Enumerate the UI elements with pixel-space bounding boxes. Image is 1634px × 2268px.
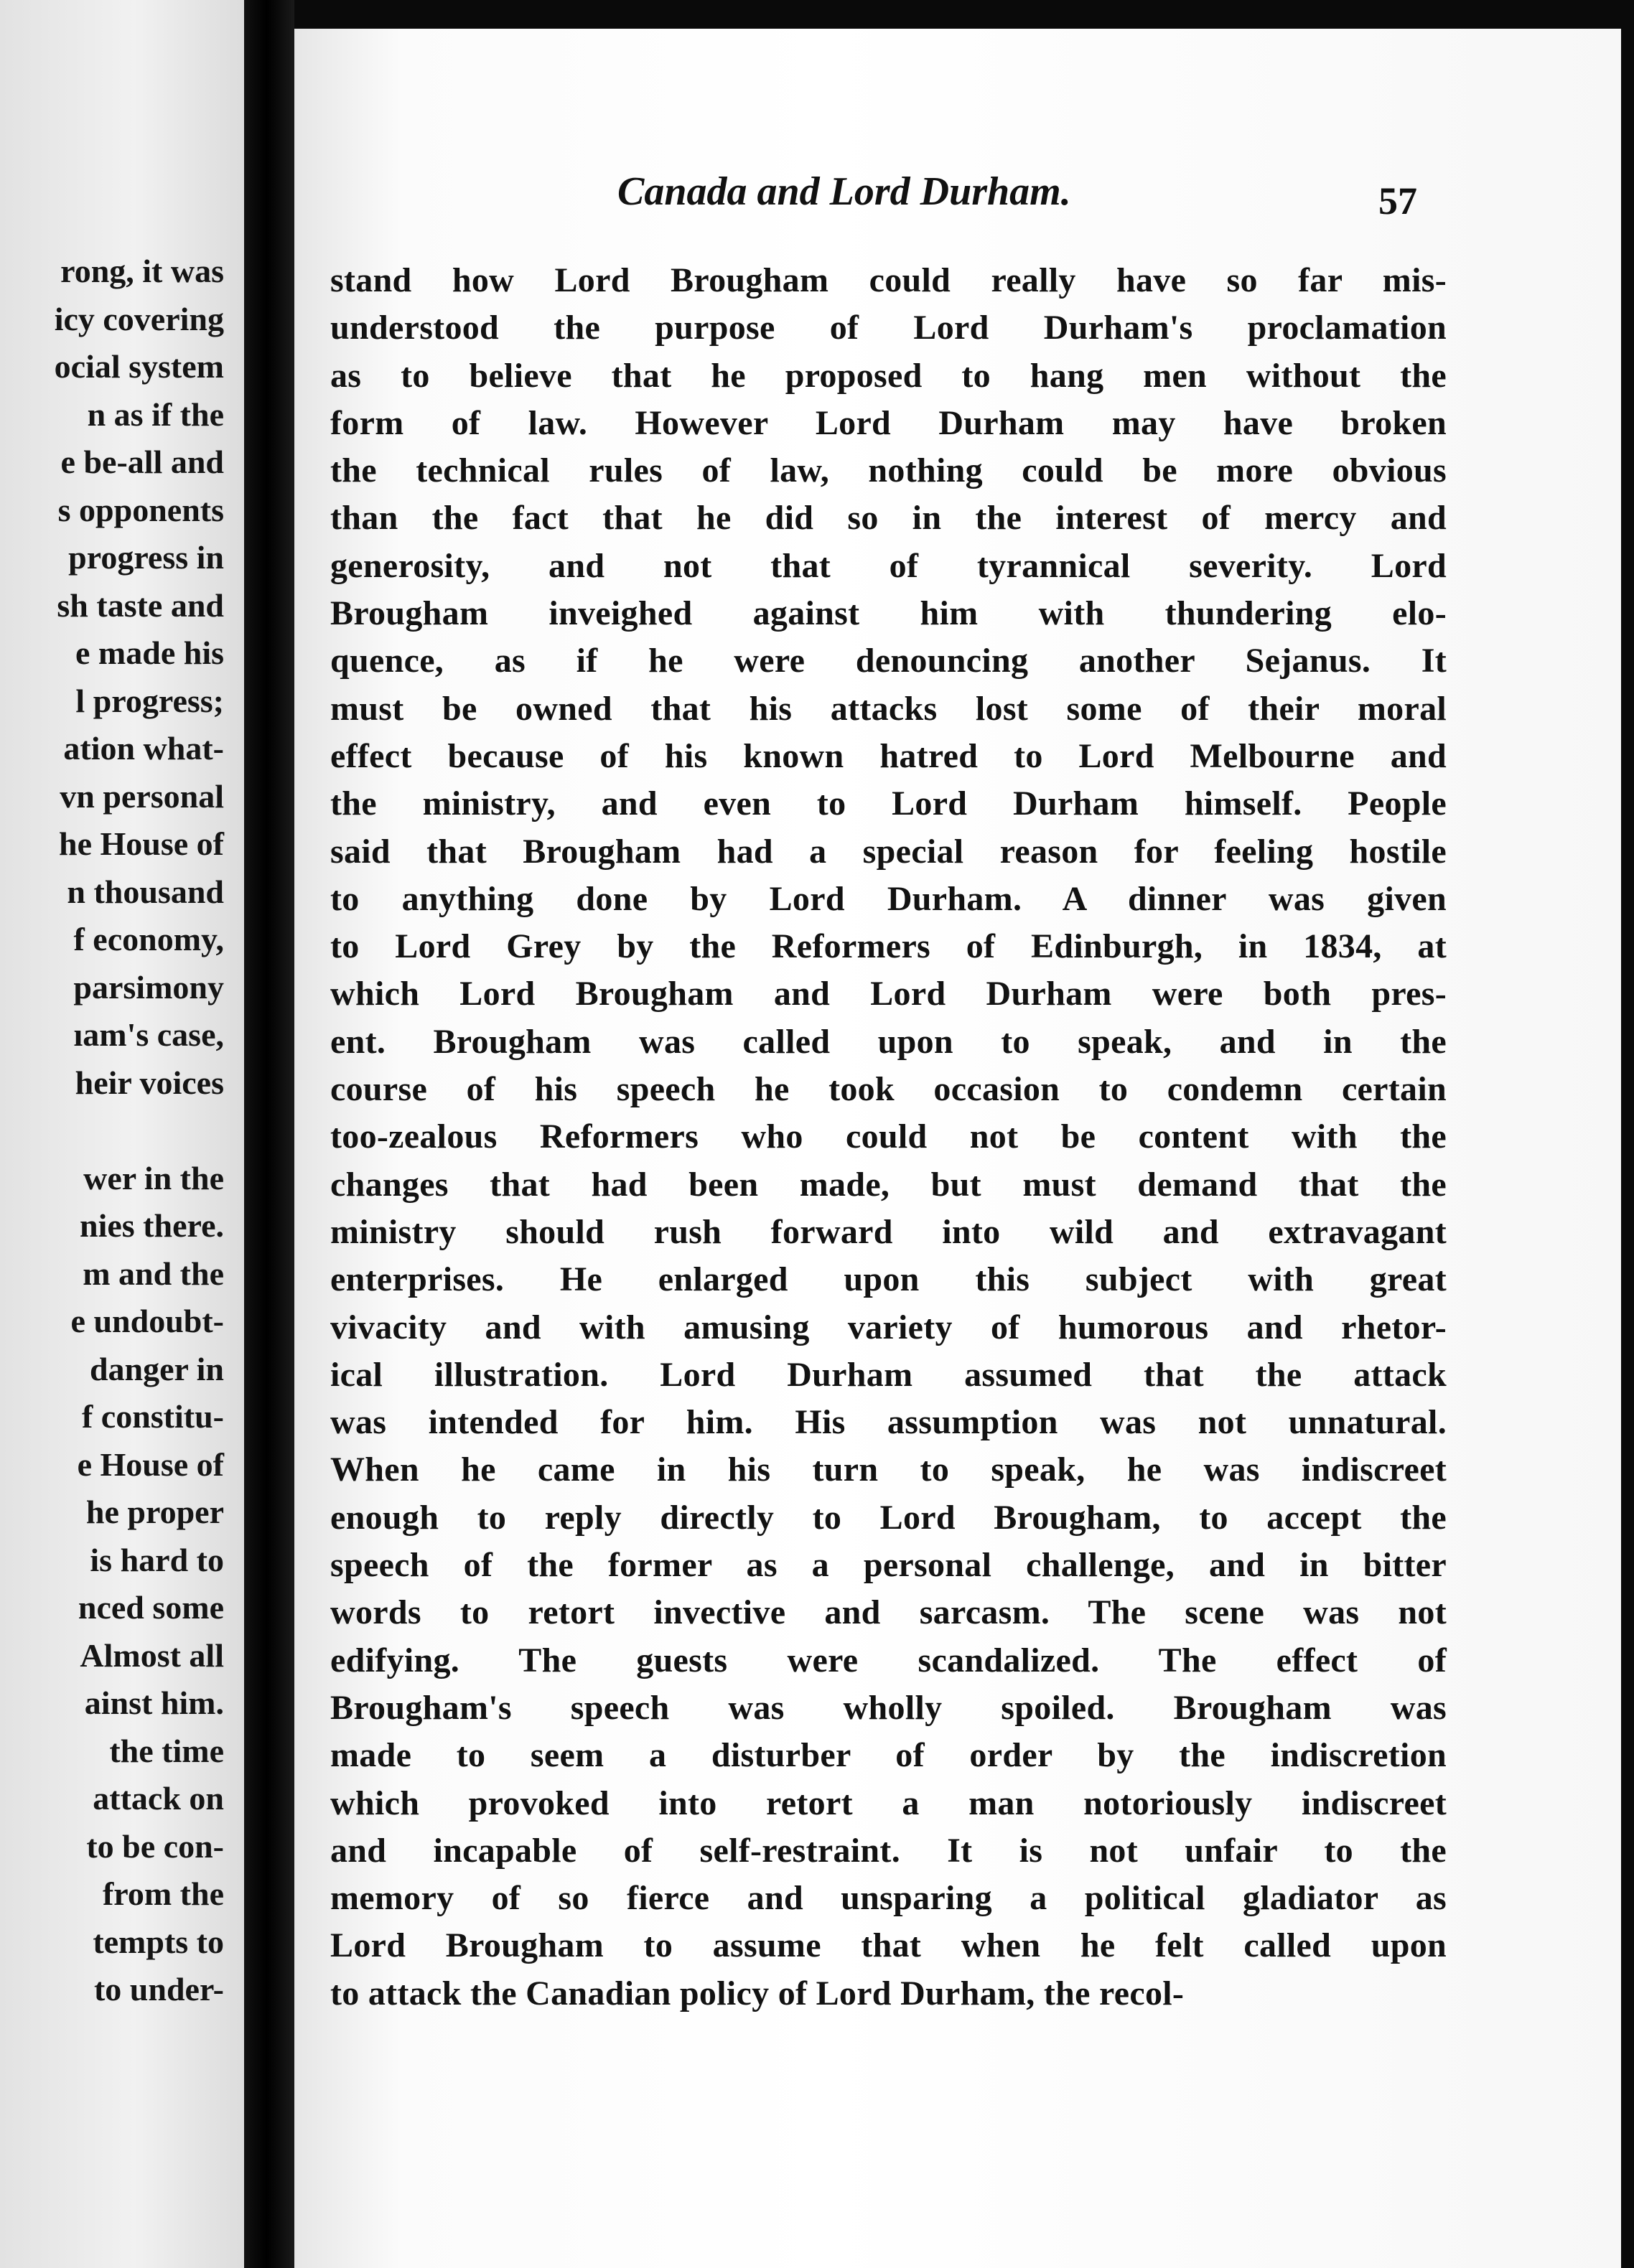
text-line: which Lord Brougham and Lord Durham were both pres- xyxy=(330,975,1447,1013)
facing-page-line: nced some xyxy=(78,1589,224,1626)
text-line: edifying. The guests were scandalized. The effect of xyxy=(330,1641,1447,1679)
facing-page-line: n thousand xyxy=(67,873,224,910)
text-line: enterprises. He enlarged upon this subject with great xyxy=(330,1260,1447,1299)
text-line: memory of so fierce and unsparing a political gladiator as xyxy=(330,1879,1447,1918)
text-line: as to believe that he proposed to hang men without the xyxy=(330,356,1447,395)
facing-page-line: danger in xyxy=(89,1350,224,1387)
text-line: must be owned that his attacks lost some of their moral xyxy=(330,689,1447,728)
running-head: Canada and Lord Durham. xyxy=(617,169,1071,214)
text-line: understood the purpose of Lord Durham's proclamation xyxy=(330,309,1447,347)
text-line: quence, as if he were denouncing another Sejanus. It xyxy=(330,642,1447,680)
facing-page-line: Almost all xyxy=(80,1636,224,1674)
facing-page-line: is hard to xyxy=(90,1541,224,1578)
book-gutter xyxy=(244,0,294,2268)
text-line: changes that had been made, but must demand that the xyxy=(330,1165,1447,1204)
text-line: too-zealous Reformers who could not be content with the xyxy=(330,1117,1447,1156)
text-line: ent. Brougham was called upon to speak, and in the xyxy=(330,1022,1447,1061)
facing-page-line: vn personal xyxy=(60,777,224,815)
text-line: ministry should rush forward into wild and extravagant xyxy=(330,1212,1447,1251)
text-line: to anything done by Lord Durham. A dinner was given xyxy=(330,879,1447,918)
text-line: stand how Lord Brougham could really have so far mis- xyxy=(330,261,1447,299)
facing-page-line: he proper xyxy=(85,1494,224,1530)
text-line: which provoked into retort a man notoriously indiscreet xyxy=(330,1784,1447,1822)
text-line: vivacity and with amusing variety of humorous and rhetor- xyxy=(330,1308,1447,1346)
facing-page-line: ıam's case, xyxy=(73,1016,224,1053)
facing-page-text xyxy=(55,248,224,2014)
facing-page-line: e House of xyxy=(77,1445,224,1483)
text-line: enough to reply directly to Lord Brougham, to accept the xyxy=(330,1498,1447,1537)
text-line: to attack the Canadian policy of Lord Durham, the recol- xyxy=(330,1974,1185,2012)
text-line: said that Brougham had a special reason for feeling hostile xyxy=(330,832,1447,871)
text-line: course of his speech he took occasion to condemn certain xyxy=(330,1070,1447,1109)
facing-page-left xyxy=(0,0,244,2268)
facing-page-line: heir voices xyxy=(75,1064,224,1101)
facing-page-line: e undoubt- xyxy=(70,1303,224,1339)
facing-page-line: ation what- xyxy=(63,730,224,767)
facing-page-line: wer in the xyxy=(83,1159,224,1196)
facing-page-line: m and the xyxy=(83,1255,224,1292)
text-line: made to seem a disturber of order by the indiscretion xyxy=(330,1736,1447,1775)
text-line: than the fact that he did so in the interest of mercy and xyxy=(330,499,1447,538)
facing-page-line: he House of xyxy=(59,825,224,862)
facing-page-line: from the xyxy=(102,1875,224,1912)
facing-page-line: ainst him. xyxy=(84,1684,224,1721)
text-line: to Lord Grey by the Reformers of Edinburgh, in 1834, at xyxy=(330,927,1447,966)
facing-page-line: ocial system xyxy=(54,348,224,385)
facing-page-line: attack on xyxy=(93,1780,224,1817)
text-line: form of law. However Lord Durham may have broken xyxy=(330,403,1447,442)
book-page xyxy=(294,29,1621,2268)
facing-page-line: progress in xyxy=(68,539,224,576)
text-line: speech of the former as a personal challenge, and in bitter xyxy=(330,1546,1447,1585)
facing-page-line: n as if the xyxy=(87,395,224,433)
scan-border-right xyxy=(1621,0,1634,2268)
page-number: 57 xyxy=(1378,179,1417,222)
text-line: When he came in his turn to speak, he was indiscreet xyxy=(330,1451,1447,1489)
text-line: the ministry, and even to Lord Durham himself. People xyxy=(330,784,1447,823)
text-line: generosity, and not that of tyrannical severity. Lord xyxy=(330,546,1447,585)
facing-page-line: tempts to xyxy=(93,1923,224,1960)
facing-page-line: icy covering xyxy=(54,300,224,337)
facing-page-line: e made his xyxy=(75,634,224,671)
text-line: and incapable of self-restraint. It is not unfair to the xyxy=(330,1831,1447,1870)
body-text xyxy=(330,257,1447,2018)
facing-page-line: f constitu- xyxy=(81,1398,224,1435)
facing-page-line: parsimony xyxy=(73,968,224,1006)
facing-page-line: s opponents xyxy=(57,491,224,528)
text-line: the technical rules of law, nothing could be more obvious xyxy=(330,451,1447,490)
text-line: was intended for him. His assumption was not unnatural. xyxy=(330,1403,1447,1442)
facing-page-line: nies there. xyxy=(79,1207,224,1244)
text-line: Lord Brougham to assume that when he felt called upon xyxy=(330,1926,1447,1965)
text-line: effect because of his known hatred to Lord Melbourne and xyxy=(330,736,1447,775)
facing-page-line: l progress; xyxy=(75,682,224,719)
page-header xyxy=(294,169,1621,226)
facing-page-line: f economy, xyxy=(73,921,224,957)
text-line: Brougham's speech was wholly spoiled. Brougham was xyxy=(330,1688,1447,1727)
facing-page-line: to be con- xyxy=(86,1827,224,1865)
text-line: words to retort invective and sarcasm. The scene was not xyxy=(330,1593,1447,1632)
facing-page-line: sh taste and xyxy=(57,586,224,624)
facing-page-line: e be-all and xyxy=(60,444,224,480)
facing-page-line xyxy=(55,1107,224,1155)
text-line: Brougham inveighed against him with thundering elo- xyxy=(330,594,1447,633)
facing-page-line: the time xyxy=(109,1732,224,1769)
facing-page-line: to under- xyxy=(93,1971,224,2007)
text-line: ical illustration. Lord Durham assumed that the attack xyxy=(330,1355,1447,1394)
facing-page-line: rong, it was xyxy=(60,253,224,289)
